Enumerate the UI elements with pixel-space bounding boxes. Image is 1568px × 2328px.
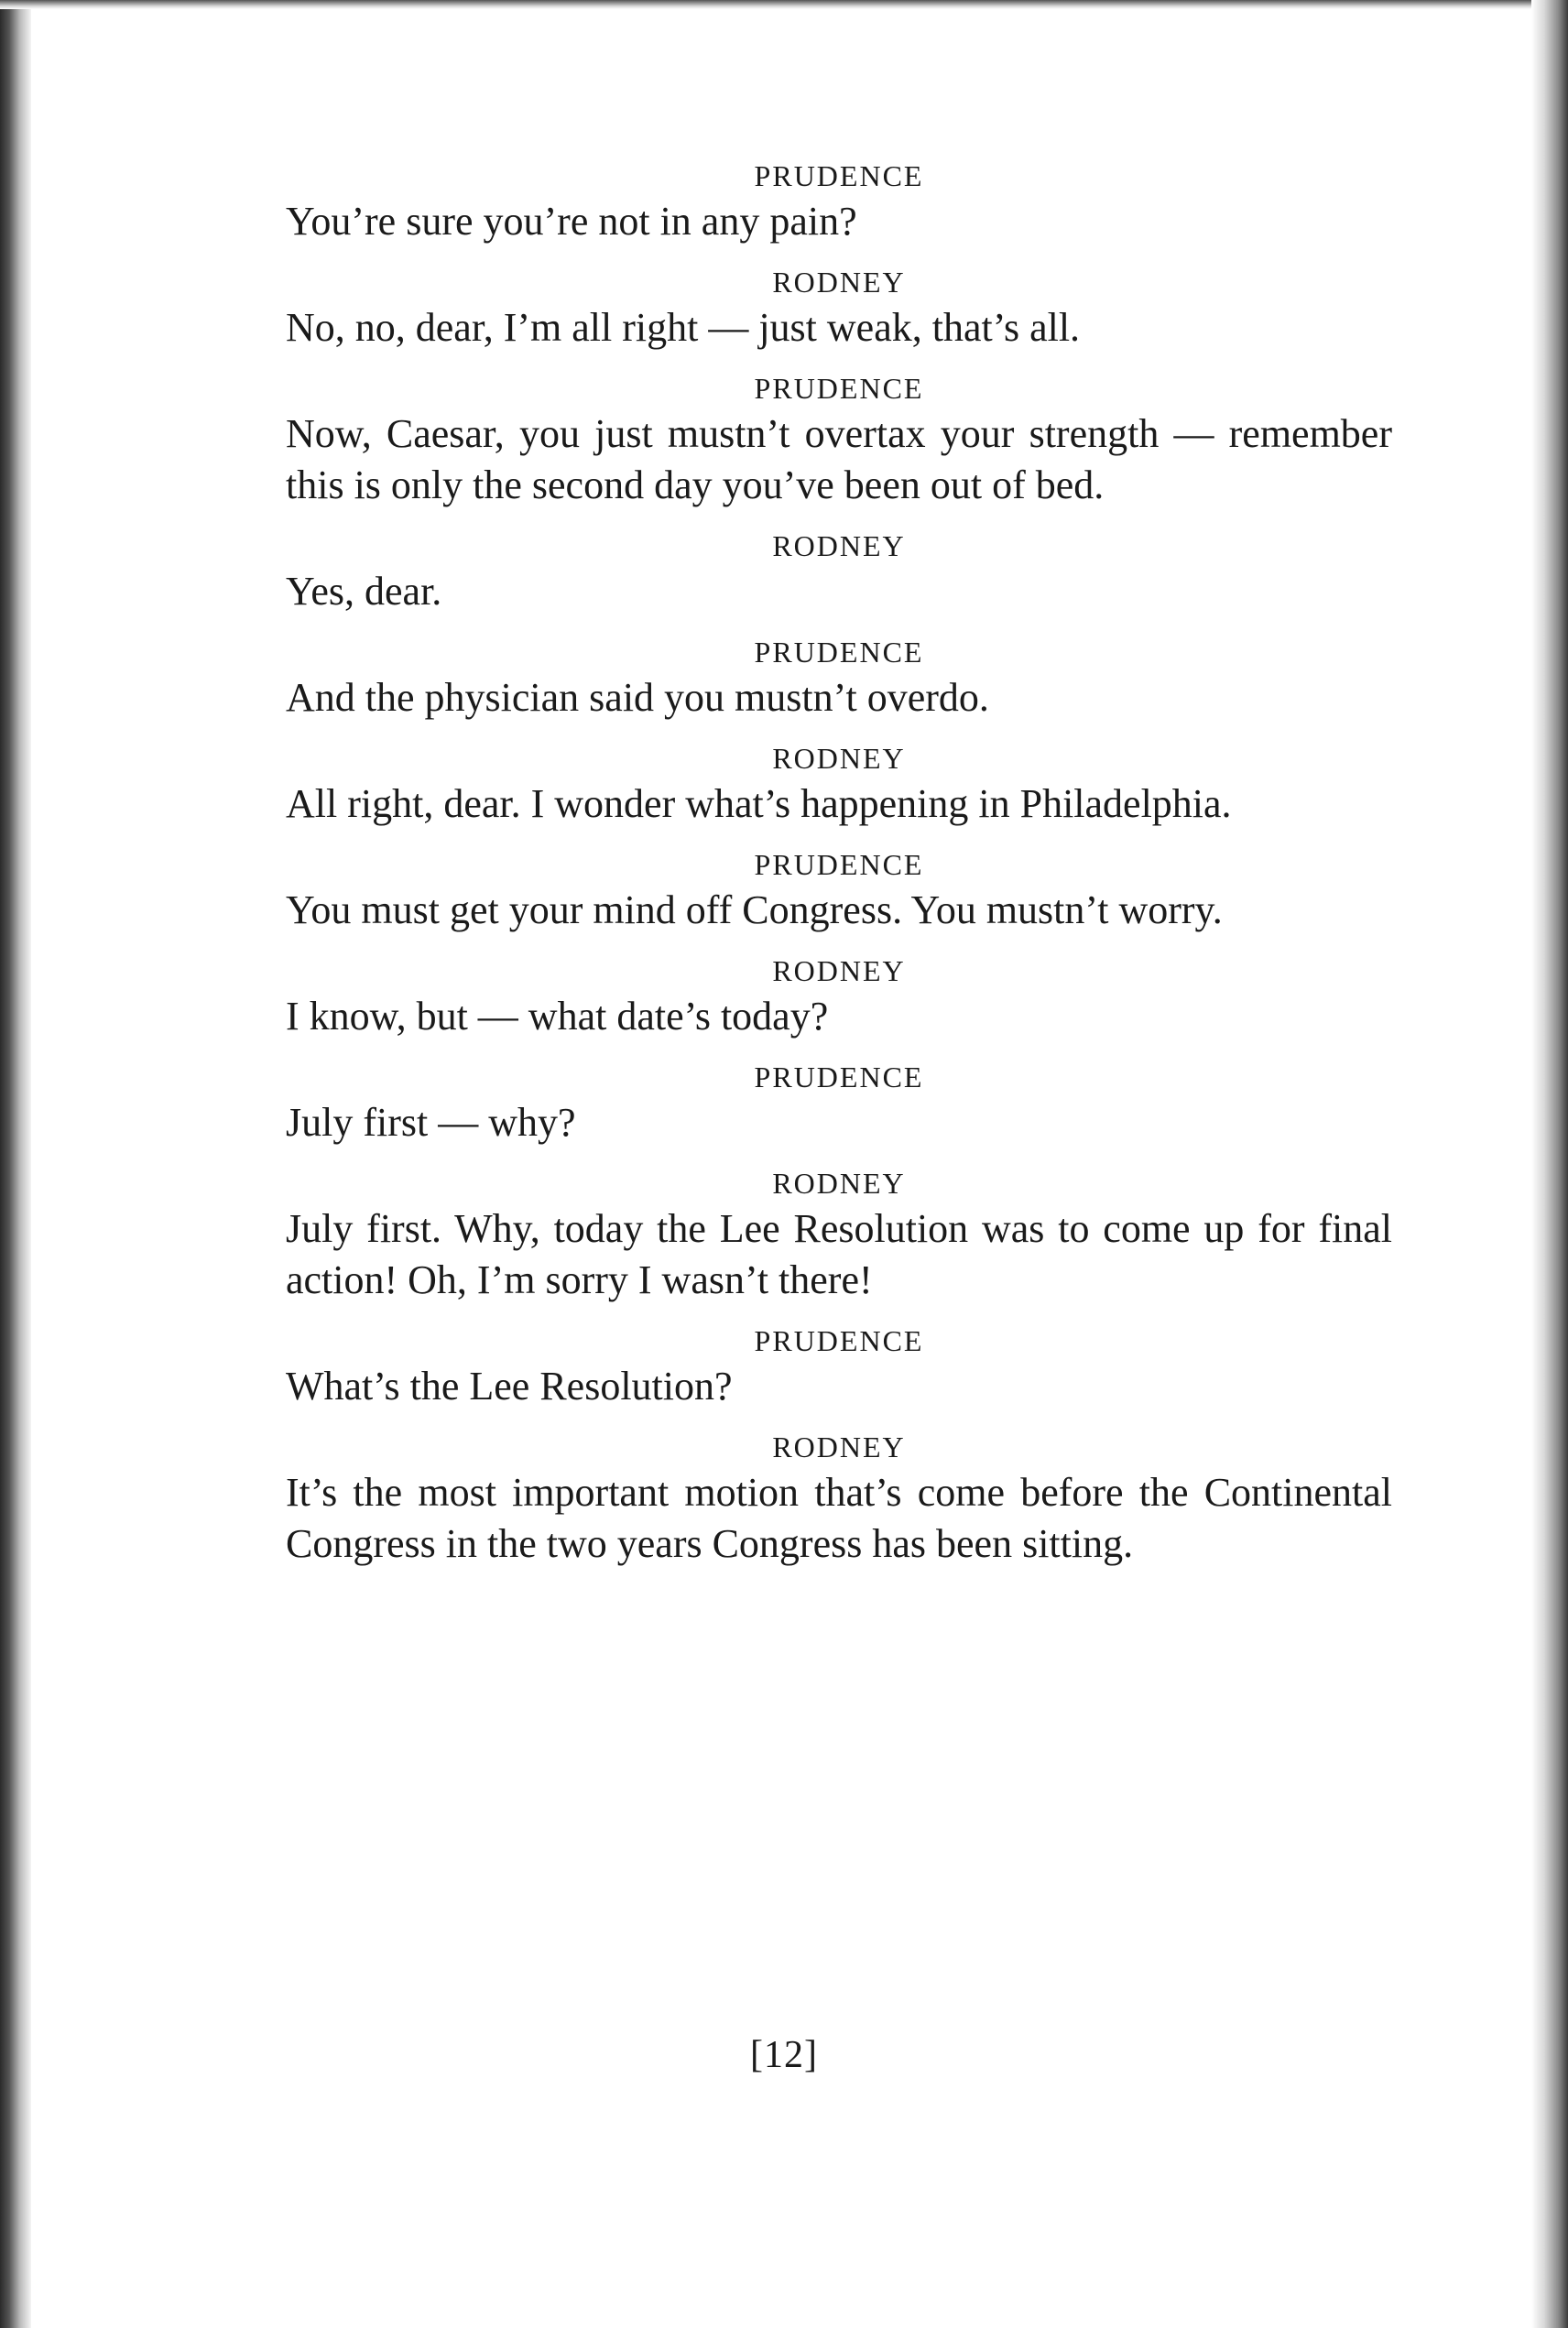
dialogue-line: July first — why? [286, 1100, 576, 1145]
dialogue-entry [286, 1427, 1392, 1570]
play-dialogue [286, 156, 1392, 1584]
dialogue-entry [286, 526, 1392, 617]
speaker-name: PRUDENCE [754, 372, 924, 405]
dialogue-entry [286, 632, 1392, 723]
speaker-name: RODNEY [772, 266, 906, 299]
dialogue-entry [286, 738, 1392, 830]
page-number: [12] [750, 2034, 818, 2076]
dialogue-entry [286, 368, 1392, 511]
dialogue-line: What’s the Lee Resolution? [286, 1364, 733, 1409]
dialogue-line: You must get your mind off Congress. You mustn’t worry. [286, 887, 1223, 932]
speaker-name: PRUDENCE [754, 848, 924, 881]
dialogue-line: It’s the most important motion that’s come before the Continental Congress in the two years Congress has been sitting. [286, 1470, 1392, 1566]
speaker-name: PRUDENCE [754, 1324, 924, 1357]
dialogue-entry [286, 1057, 1392, 1148]
scan-edge-left [0, 0, 31, 2328]
dialogue-line: July first. Why, today the Lee Resolution was to come up for final action! Oh, I’m sorry I wasn’t there! [286, 1206, 1392, 1302]
dialogue-line: No, no, dear, I’m all right — just weak, that’s all. [286, 305, 1081, 350]
dialogue-entry [286, 951, 1392, 1042]
dialogue-line: All right, dear. I wonder what’s happening in Philadelphia. [286, 781, 1232, 826]
dialogue-line: You’re sure you’re not in any pain? [286, 199, 857, 244]
scan-edge-right [1531, 0, 1568, 2328]
speaker-name: RODNEY [772, 529, 906, 562]
dialogue-line: Now, Caesar, you just mustn’t overtax your strength — remember this is only the second day you’ve been out of bed. [286, 411, 1392, 507]
speaker-name: RODNEY [772, 1431, 906, 1463]
dialogue-entry [286, 1321, 1392, 1412]
speaker-name: RODNEY [772, 1167, 906, 1200]
speaker-name: RODNEY [772, 742, 906, 775]
dialogue-line: And the physician said you mustn’t overdo. [286, 675, 989, 720]
scan-edge-top [0, 0, 1568, 9]
dialogue-line: Yes, dear. [286, 569, 442, 614]
dialogue-entry [286, 262, 1392, 354]
dialogue-entry [286, 156, 1392, 247]
speaker-name: PRUDENCE [754, 636, 924, 669]
dialogue-entry [286, 1163, 1392, 1306]
speaker-name: PRUDENCE [754, 159, 924, 192]
speaker-name: RODNEY [772, 954, 906, 987]
dialogue-line: I know, but — what date’s today? [286, 994, 829, 1039]
dialogue-entry [286, 844, 1392, 936]
speaker-name: PRUDENCE [754, 1061, 924, 1093]
